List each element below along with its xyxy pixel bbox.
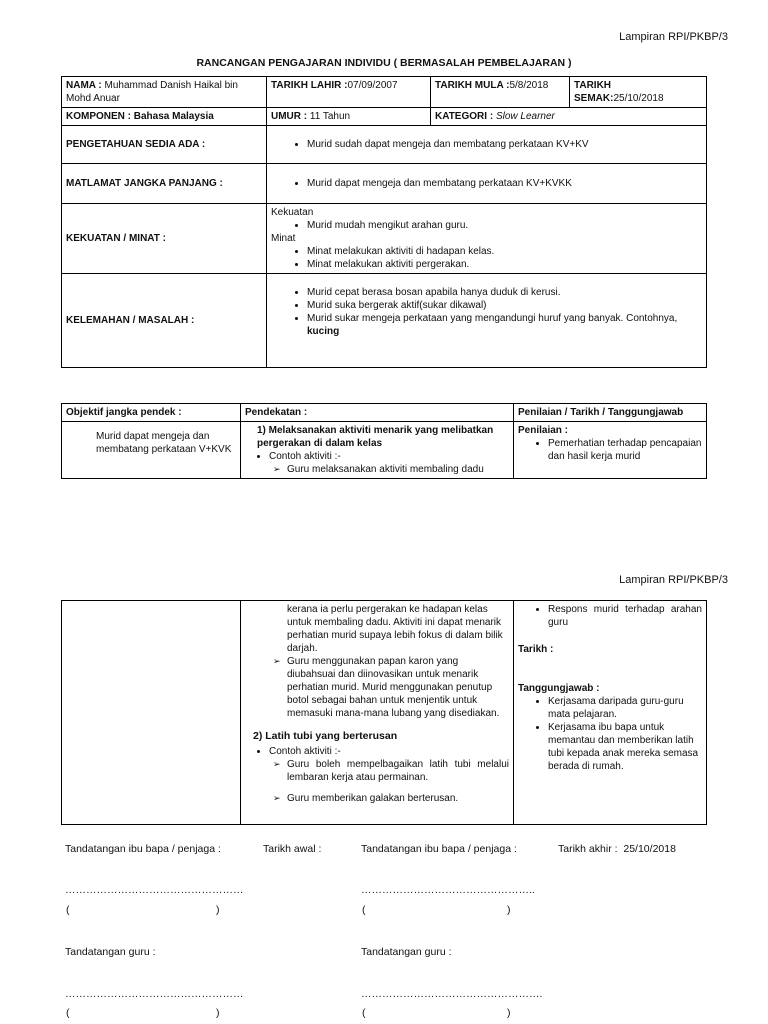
student-info-table bbox=[61, 76, 707, 368]
kelemahan-label: KELEMAHAN / MASALAH : bbox=[62, 274, 267, 368]
page2-reference: Lampiran RPI/PKBP/3 bbox=[619, 574, 728, 586]
minat-item: • Minat melakukan aktiviti di hadapan kelas. bbox=[307, 245, 702, 258]
penilaian-cell bbox=[514, 422, 707, 479]
paren-close: ) bbox=[507, 1007, 511, 1019]
kekuatan-content bbox=[267, 204, 707, 274]
kekuatan-item: • Murid mudah mengikut arahan guru. bbox=[307, 219, 702, 232]
kelemahan-item: • Murid cepat berasa bosan apabila hanya duduk di kerusi. bbox=[307, 286, 702, 299]
penilaian-item: • Respons murid terhadap arahan guru bbox=[548, 603, 702, 629]
komponen-cell: KOMPONEN : Bahasa Malaysia bbox=[62, 108, 267, 126]
tarikh-semak-cell: TARIKH SEMAK:25/10/2018 bbox=[570, 77, 707, 108]
tanggungjawab-item: • Kerjasama ibu bapa untuk memantau dan memberikan latih tubi kepada anak mereka semasa berada di rumah. bbox=[548, 721, 702, 773]
objektif-header: Objektif jangka pendek : bbox=[62, 404, 241, 422]
parent-signature-label-1: Tandatangan ibu bapa / penjaga : bbox=[65, 843, 221, 855]
tarikh-label: Tarikh : bbox=[518, 644, 554, 655]
objective-cell: Murid dapat mengeja dan membatang perkataan V+KVK bbox=[62, 422, 241, 479]
teacher-signature-label-2: Tandatangan guru : bbox=[361, 946, 452, 958]
paren-close: ) bbox=[507, 904, 511, 916]
kelemahan-item: • Murid suka bergerak aktif(sukar dikawal) bbox=[307, 299, 702, 312]
paren-open: ( bbox=[66, 1007, 70, 1019]
penilaian-label: Penilaian : bbox=[518, 425, 569, 436]
approach2-arrow2: ➢ Guru memberikan galakan berterusan. bbox=[273, 792, 509, 805]
contoh-label: • Contoh aktiviti :- bbox=[269, 450, 509, 463]
tarikh-akhir: Tarikh akhir : 25/10/2018 bbox=[558, 843, 676, 855]
matlamat-item: • Murid dapat mengeja dan membatang perkataan KV+KVKK bbox=[307, 177, 702, 190]
pendekatan-header: Pendekatan : bbox=[241, 404, 514, 422]
teacher-signature-line-1: …………………………………………… bbox=[65, 988, 244, 1000]
matlamat-content bbox=[267, 164, 707, 204]
umur-cell: UMUR : 11 Tahun bbox=[267, 108, 431, 126]
approach2-arrow1: ➢ Guru boleh mempelbagaikan latih tubi melalui lembaran kerja atau permainan. bbox=[273, 758, 509, 784]
paren-close: ) bbox=[216, 904, 220, 916]
teacher-signature-line-2: ……………………………………………. bbox=[361, 988, 543, 1000]
teacher-signature-label-1: Tandatangan guru : bbox=[65, 946, 156, 958]
plan-table bbox=[61, 403, 707, 479]
approach-cell bbox=[241, 422, 514, 479]
nama-cell: NAMA : Muhammad Danish Haikal bin Mohd Anuar bbox=[62, 77, 267, 108]
tarikh-mula-cell: TARIKH MULA :5/8/2018 bbox=[431, 77, 570, 108]
plan-table-continued bbox=[61, 600, 707, 825]
parent-signature-line-1: …………………………………………… bbox=[65, 884, 244, 896]
paren-open: ( bbox=[362, 904, 366, 916]
paren-close: ) bbox=[216, 1007, 220, 1019]
tarikh-awal-label: Tarikh awal : bbox=[263, 843, 322, 855]
parent-signature-label-2: Tandatangan ibu bapa / penjaga : bbox=[361, 843, 517, 855]
pengetahuan-content bbox=[267, 126, 707, 164]
penilaian-cell-cont bbox=[514, 601, 707, 825]
approach1-arrow1: ➢ Guru melaksanakan aktiviti membaling dadu bbox=[273, 463, 509, 476]
paren-open: ( bbox=[66, 904, 70, 916]
penilaian-item: • Pemerhatian terhadap pencapaian dan hasil kerja murid bbox=[548, 437, 702, 463]
parent-signature-line-2: ………………………………………….. bbox=[361, 884, 535, 896]
tanggungjawab-item: • Kerjasama daripada guru-guru mata pelajaran. bbox=[548, 695, 702, 721]
approach1-title: 1) Melaksanakan aktiviti menarik yang melibatkan pergerakan di dalam kelas bbox=[257, 425, 494, 449]
paren-open: ( bbox=[362, 1007, 366, 1019]
kelemahan-content bbox=[267, 274, 707, 368]
pengetahuan-label: PENGETAHUAN SEDIA ADA : bbox=[62, 126, 267, 164]
kekuatan-label: KEKUATAN / MINAT : bbox=[62, 204, 267, 274]
kategori-cell: KATEGORI : Slow Learner bbox=[431, 108, 707, 126]
penilaian-header: Penilaian / Tarikh / Tanggungjawab bbox=[514, 404, 707, 422]
kekuatan-heading: Kekuatan bbox=[271, 207, 314, 218]
pengetahuan-item: • Murid sudah dapat mengeja dan membatang perkataan KV+KV bbox=[307, 138, 702, 151]
objective-cell-cont bbox=[62, 601, 241, 825]
tarikh-lahir-cell: TARIKH LAHIR :07/09/2007 bbox=[267, 77, 431, 108]
approach2-title: 2) Latih tubi yang berterusan bbox=[253, 730, 398, 742]
minat-heading: Minat bbox=[271, 233, 296, 244]
kelemahan-item: • Murid sukar mengeja perkataan yang mengandungi huruf yang banyak. Contohnya, kucing bbox=[307, 312, 702, 338]
approach-cell-cont bbox=[241, 601, 514, 825]
approach1-arrow2: ➢ Guru menggunakan papan karon yang diubahsuai dan diinovasikan untuk menarik perhatian murid. Murid menggunakan penutup botol sebagai bahan untuk menjentik untuk memasuki mana-mana lubang yang disediakan. bbox=[273, 655, 509, 720]
matlamat-label: MATLAMAT JANGKA PANJANG : bbox=[62, 164, 267, 204]
document-title: RANCANGAN PENGAJARAN INDIVIDU ( BERMASALAH PEMBELAJARAN ) bbox=[196, 57, 572, 69]
minat-item: • Minat melakukan aktiviti pergerakan. bbox=[307, 258, 702, 271]
contoh-label-2: • Contoh aktiviti :- bbox=[269, 745, 509, 758]
tanggungjawab-label: Tanggungjawab : bbox=[518, 683, 600, 694]
page-reference: Lampiran RPI/PKBP/3 bbox=[619, 31, 728, 43]
approach1-arrow1-cont: kerana ia perlu pergerakan ke hadapan kelas untuk membaling dadu. Aktiviti ini dapat menarik perhatian murid supaya lebih fokus di dalam bilik darjah. bbox=[287, 604, 503, 654]
